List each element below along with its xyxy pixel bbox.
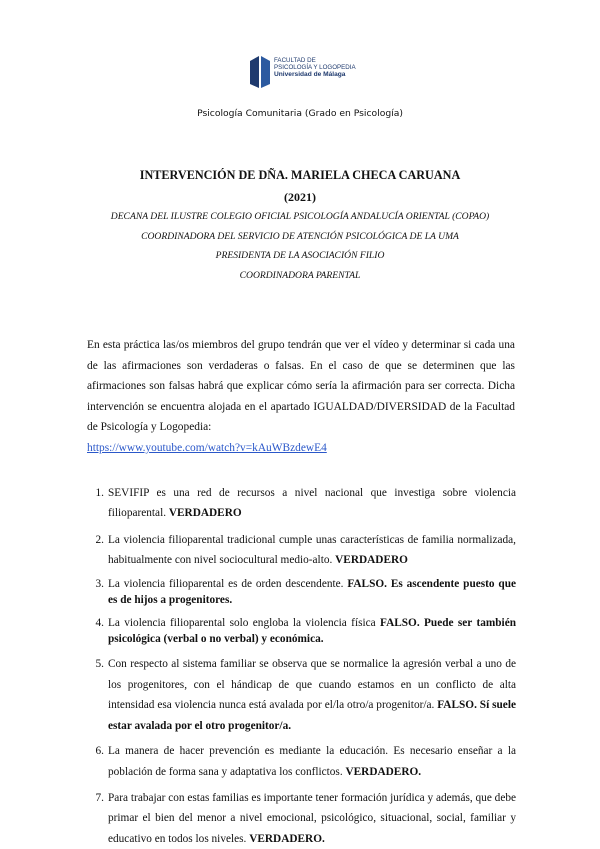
list-item (86, 483, 516, 523)
intro-paragraph (87, 335, 515, 459)
item-number: 5. (95, 658, 104, 670)
item-text: Para trabajar con estas familias es importante tener formación jurídica y además, que debe primar el bien del menor a nivel emocional, psicológico, situacional, social, familiar y educativo en todos los niveles. (108, 791, 516, 845)
logo-line-1: FACULTAD DE (274, 57, 316, 64)
role-2: COORDINADORA DEL SERVICIO DE ATENCIÓN PSICOLÓGICA DE LA UMA (141, 230, 459, 242)
item-number: 7. (95, 791, 104, 804)
item-number: 4. (95, 617, 104, 629)
document-year: (2021) (284, 190, 316, 204)
faculty-logo-text (274, 57, 356, 79)
item-number: 6. (95, 745, 104, 758)
item-answer: VERDADERO. (249, 832, 325, 845)
speaker-roles (90, 211, 510, 281)
role-4: COORDINADORA PARENTAL (239, 269, 361, 281)
logo-line-3: Universidad de Málaga (274, 71, 346, 79)
course-name: Psicología Comunitaria (Grado en Psicología) (197, 108, 403, 119)
list-item (86, 788, 516, 849)
item-answer: FALSO. Puede ser también psicológica (verbal o no verbal) y económica. (108, 617, 516, 645)
item-answer: FALSO. Sí suele estar avalada por el otro progenitor/a. (108, 699, 516, 732)
intro-text: En esta práctica las/os miembros del grupo tendrán que ver el vídeo y determinar si cada una de las afirmaciones son verdaderas o falsas. En el caso de que se determinen que las afirmaciones son falsas habrá que explicar cómo sería la afirmación para ser correcta. Dicha intervención se encuentra alojada en el apartado IGUALDAD/DIVERSIDAD de la Facultad de Psicología y Logopedia: (87, 339, 515, 434)
item-text: La manera de hacer prevención es mediante la educación. Es necesario enseñar a la población de forma sana y adaptativa los conflictos. (108, 745, 516, 778)
item-answer: VERDADERO. (345, 765, 422, 778)
item-text: La violencia filioparental solo engloba la violencia física (108, 617, 376, 629)
item-text: SEVIFIP es una red de recursos a nivel nacional que investiga sobre violencia filioparental. (108, 487, 516, 519)
list-item (86, 741, 516, 782)
item-answer: FALSO. Es ascendente puesto que es de hijos a progenitores. (108, 578, 516, 606)
list-item (86, 577, 516, 608)
logo-line-2: PSICOLOGÍA Y LOGOPEDIA (274, 64, 356, 72)
list-item (86, 616, 516, 647)
list-item (86, 530, 516, 570)
video-link[interactable]: https://www.youtube.com/watch?v=kAuWBzdewE4 (87, 441, 327, 454)
item-number: 1. (95, 487, 104, 499)
item-text: Con respecto al sistema familiar se observa que se normalice la agresión verbal a uno de los progenitores, con el hándicap de que cuando estamos en un conflicto de alta intensidad esa violencia nunca está avalada por el/la otro/a progenitor/a. (108, 658, 516, 712)
statement-list (86, 483, 516, 849)
item-text: La violencia filioparental es de orden descendente. (108, 578, 344, 590)
item-number: 2. (95, 534, 104, 546)
item-answer: VERDADERO (335, 554, 408, 566)
list-item (86, 654, 516, 736)
item-answer: VERDADERO (168, 507, 242, 519)
document-title: INTERVENCIÓN DE DÑA. MARIELA CHECA CARUANA (139, 168, 461, 182)
role-1: DECANA DEL ILUSTRE COLEGIO OFICIAL PSICOLOGÍA ANDALUCÍA ORIENTAL (COPAO) (110, 211, 490, 222)
role-3: PRESIDENTA DE LA ASOCIACIÓN FILIO (215, 250, 385, 262)
item-text: La violencia filioparental tradicional cumple unas características de familia normalizada, habitualmente con nivel sociocultural medio-alto. (108, 534, 516, 566)
item-number: 3. (95, 578, 104, 590)
